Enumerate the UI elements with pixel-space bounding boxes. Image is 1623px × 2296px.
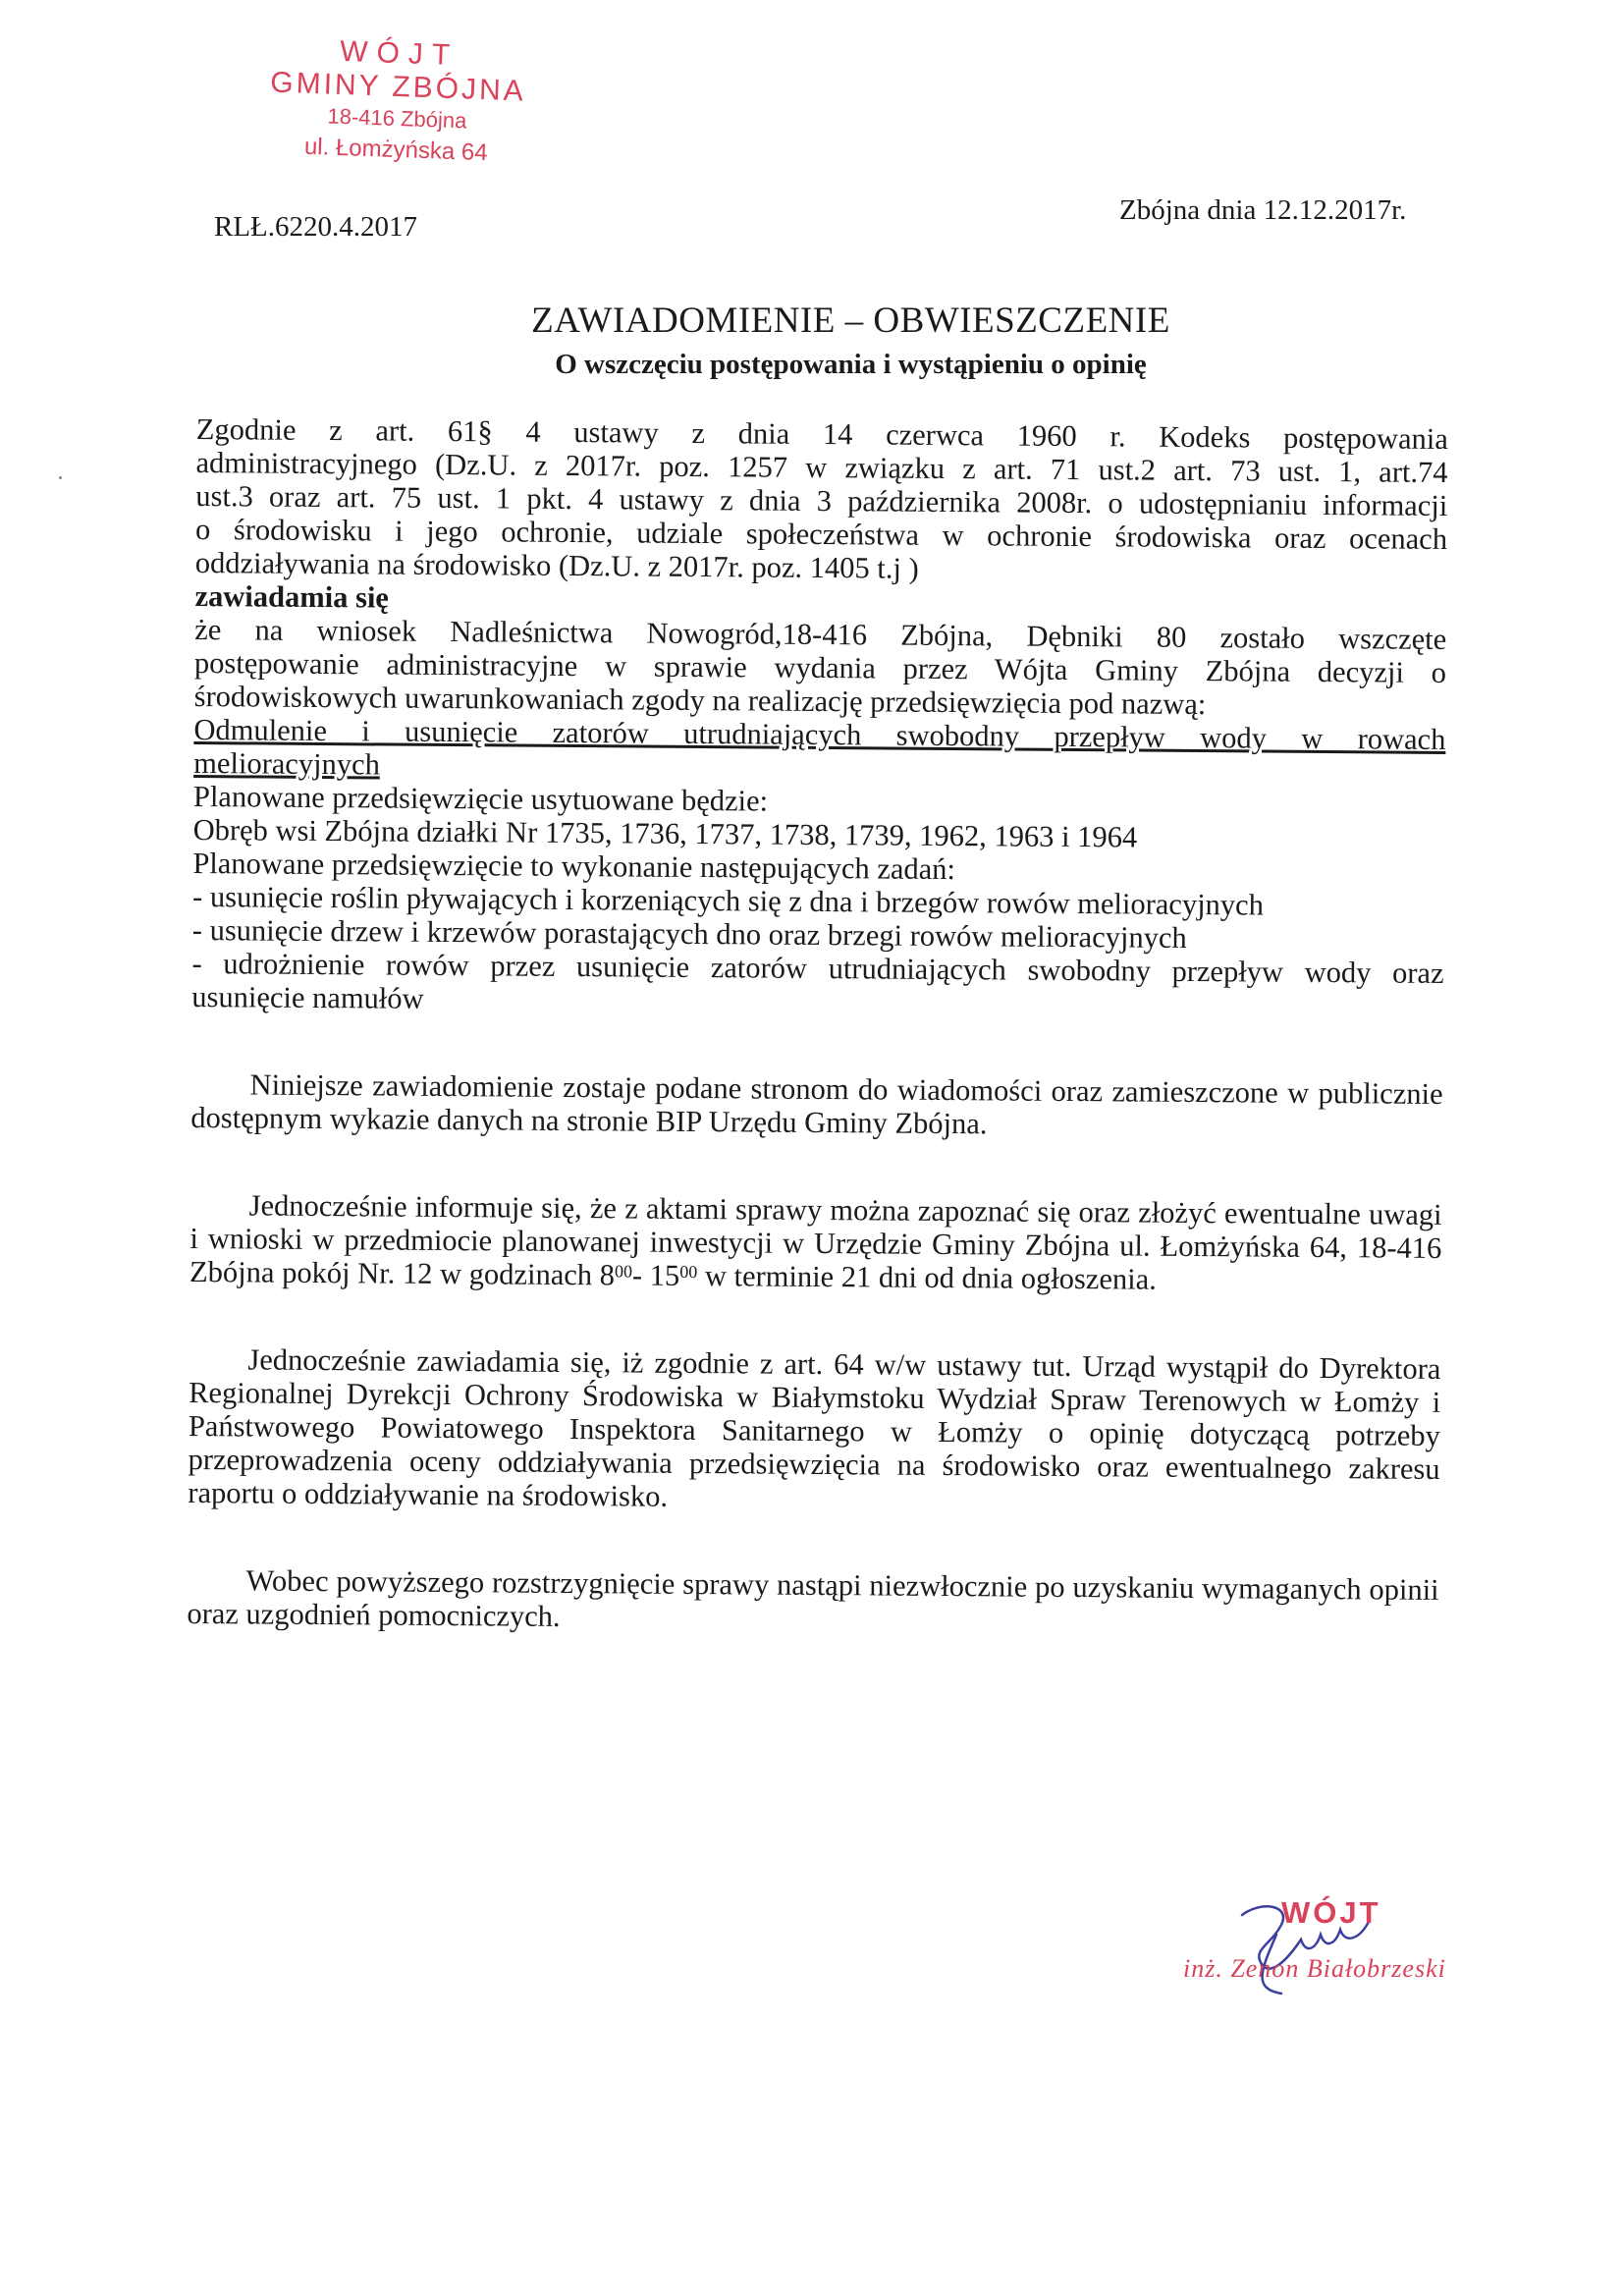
intro-line-2: administracyjnego (Dz.U. z 2017r. poz. 1257 w związku z art. 71 ust.2 art. 73 ust. 1, art.74 bbox=[195, 445, 1448, 490]
request-line-1: że na wniosek Nadleśnictwa Nowogród,18-416 Zbójna, Dębniki 80 zostało wszczęte bbox=[194, 612, 1447, 657]
task-item-3: - udrożnienie rowów przez usunięcie zatorów utrudniających swobodny przepływ wody oraz bbox=[191, 946, 1444, 990]
mayor-signature-block bbox=[1183, 1895, 1488, 2013]
spacer bbox=[189, 1288, 1441, 1352]
task-item-1: - usunięcie roślin pływających i korzeniących się z dna i brzegów rowów melioracyjnych bbox=[191, 879, 1265, 922]
stamp-line-2: GMINY ZBÓJNA bbox=[269, 66, 527, 108]
signature-name: inż. Zenon Białobrzeski bbox=[1183, 1954, 1446, 1983]
location-plots: Obręb wsi Zbójna działki Nr 1735, 1736, 1737, 1738, 1739, 1962, 1963 i 1964 bbox=[192, 812, 1138, 854]
project-name-line-1: Odmulenie i usunięcie zatorów utrudniających swobodny przepływ wody w rowach bbox=[193, 712, 1446, 757]
spacer bbox=[191, 1013, 1443, 1077]
reference-number: RLŁ.6220.4.2017 bbox=[214, 211, 418, 243]
stamp-line-3: 18-416 Zbójna bbox=[327, 103, 467, 134]
document-title: ZAWIADOMIENIE – OBWIESZCZENIE bbox=[531, 301, 1170, 341]
hours-dash: - 15 bbox=[631, 1258, 680, 1292]
intro-line-5: oddziaływania na środowisko (Dz.U. z 2017r. poz. 1405 t.j ) bbox=[194, 545, 919, 585]
task-item-3-cont: usunięcie namułów bbox=[191, 979, 424, 1015]
documents-access-paragraph bbox=[189, 1188, 1442, 1298]
documents-access-deadline: w terminie 21 dni od dnia ogłoszenia. bbox=[697, 1259, 1157, 1296]
documents-access-text: Jednocześnie informuje się, że z aktami sprawy można zapoznać się oraz złożyć ewentualne uwagi i wnioski w przedmiocie planowanej inwestycji w Urzędzie Gminy Zbójna ul. Łomżyńska 64, 18-416 Zbójna pokój Nr. 12 w godzinach 8 bbox=[189, 1188, 1442, 1292]
document-date: Zbójna dnia 12.12.2017r. bbox=[1119, 194, 1407, 226]
hours-to-sup: 00 bbox=[679, 1261, 698, 1283]
tasks-intro: Planowane przedsięwzięcie to wykonanie następujących zadań: bbox=[192, 846, 956, 887]
task-item-2: - usunięcie drzew i krzewów porastających dno oraz brzegi rowów melioracyjnych bbox=[191, 912, 1187, 955]
hours-from-sup: 00 bbox=[614, 1261, 633, 1282]
scan-mark bbox=[59, 476, 62, 479]
document-subtitle: O wszczęciu postępowania i wystąpieniu o opinię bbox=[555, 349, 1147, 380]
intro-line-3: ust.3 oraz art. 75 ust. 1 pkt. 4 ustawy z dnia 3 października 2008r. o udostępnianiu informacji bbox=[195, 478, 1448, 523]
intro-line-1: Zgodnie z art. 61§ 4 ustawy z dnia 14 czerwca 1960 r. Kodeks postępowania bbox=[195, 412, 1448, 457]
conclusion-paragraph: Wobec powyższego rozstrzygnięcie sprawy nastąpi niezwłocznie po uzyskaniu wymaganych opinii oraz uzgodnień pomocniczych. bbox=[187, 1563, 1439, 1633]
notify-heading: zawiadamia się bbox=[194, 578, 390, 615]
signature-title: WÓJT bbox=[1281, 1895, 1381, 1930]
project-name-line-2: melioracyjnych bbox=[193, 745, 381, 782]
intro-line-4: o środowisku i jego ochronie, udziale społeczeństwa w ochronie środowiska oraz ocenach bbox=[194, 512, 1448, 557]
request-line-3: środowiskowych uwarunkowaniach zgody na realizację przedsięwzięcia pod nazwą: bbox=[193, 679, 1207, 722]
request-line-2: postępowanie administracyjne w sprawie wydania przez Wójta Gminy Zbójna decyzji o bbox=[193, 645, 1447, 690]
office-stamp bbox=[248, 32, 547, 172]
publication-paragraph: Niniejsze zawiadomienie zostaje podane stronom do wiadomości oraz zamieszczone w publicznie dostępnym wykazie danych na stronie BIP Urzędu Gminy Zbójna. bbox=[190, 1067, 1443, 1141]
spacer bbox=[188, 1509, 1439, 1573]
stamp-line-1: WÓJT bbox=[339, 34, 460, 73]
location-intro: Planowane przedsięwzięcie usytuowane będzie: bbox=[192, 779, 769, 818]
opinion-request-paragraph: Jednocześnie zawiadamia się, iż zgodnie z art. 64 w/w ustawy tut. Urząd wystąpił do Dyrektora Regionalnej Dyrekcji Ochrony Środowiska w Białymstoku Wydział Spraw Terenowych w Łomży i Państwowego Powiatowego Inspektora Sanitarnego w Łomży o opinię dotyczącą potrzeby przeprowadzenia oceny oddziaływania przedsięwzięcia na środowisko oraz ewentualnego zakresu raportu o oddziaływanie na środowisko. bbox=[188, 1342, 1441, 1513]
stamp-line-4: ul. Łomżyńska 64 bbox=[303, 133, 489, 167]
spacer bbox=[190, 1134, 1442, 1198]
document-body bbox=[187, 412, 1448, 1640]
